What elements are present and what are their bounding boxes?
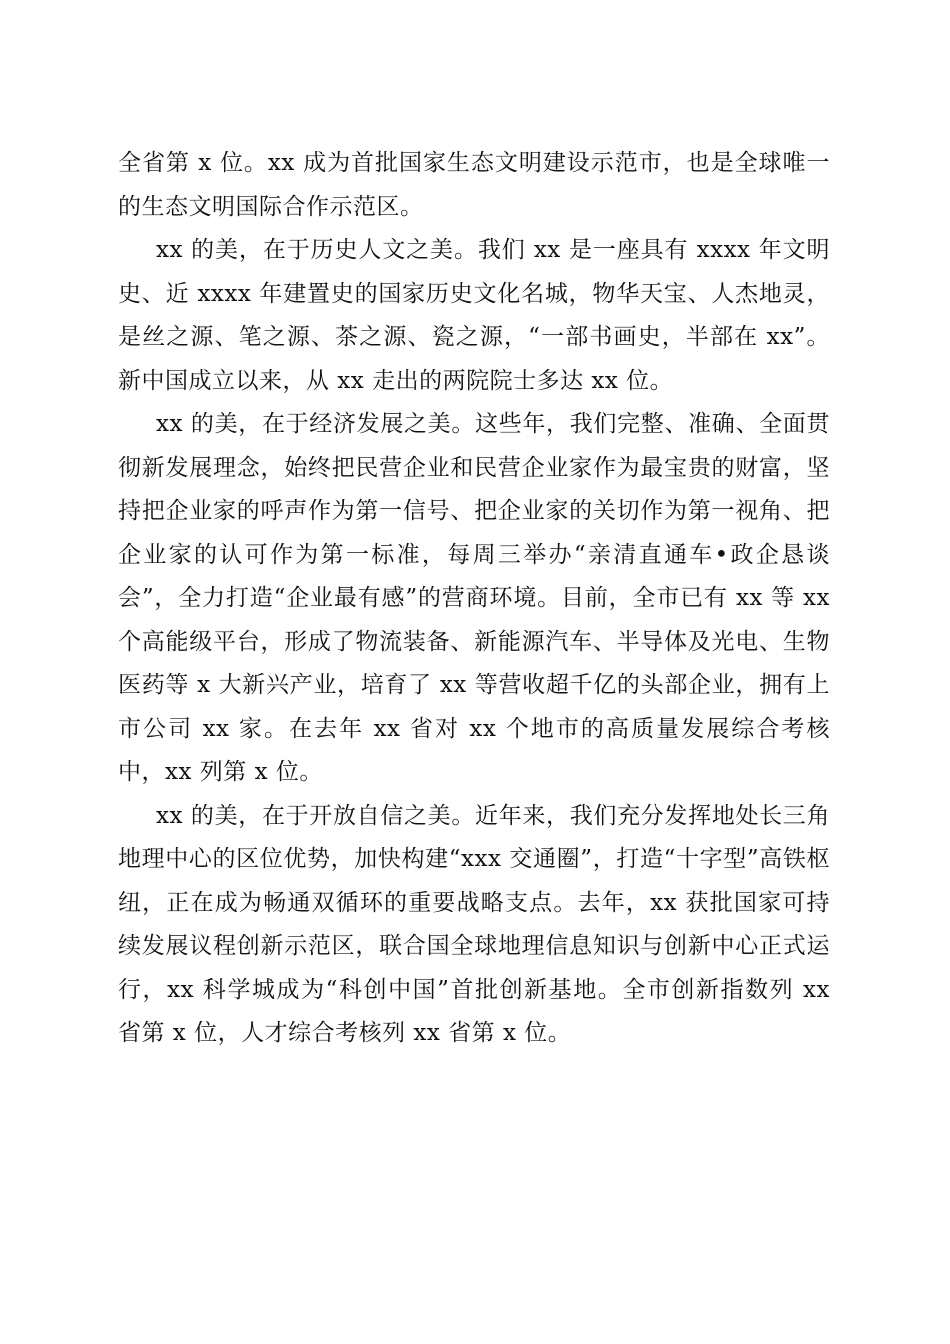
paragraph-3: xx 的美，在于经济发展之美。这些年，我们完整、准确、全面贯彻新发展理念，始终把民营企业和民营企业家作为最宝贵的财富，坚持把企业家的呼声作为第一信号、把企业家的关切作为第一视角、把企业家的认可作为第一标准，每周三举办“亲清直通车•政企恳谈会”，全力打造“企业最有感”的营商环境。目前，全市已有 xx 等 xx 个高能级平台，形成了物流装备、新能源汽车、半导体及光电、生物医药等 x 大新兴产业，培育了 xx 等营收超千亿的头部企业，拥有上市公司 xx 家。在去年 xx 省对 xx 个地市的高质量发展综合考核中，xx 列第 x 位。 [118, 411, 830, 785]
paragraph-2: xx 的美，在于历史人文之美。我们 xx 是一座具有 xxxx 年文明史、近 xxxx 年建置史的国家历史文化名城，物华天宝、人杰地灵，是丝之源、笔之源、茶之源、瓷之源，“一部书画史，半部在 xx”。新中国成立以来，从 xx 走出的两院院士多达 xx 位。 [118, 237, 830, 394]
paragraph-1: 全省第 x 位。xx 成为首批国家生态文明建设示范市，也是全球唯一的生态文明国际合作示范区。 [118, 150, 830, 220]
paragraph-4: xx 的美，在于开放自信之美。近年来，我们充分发挥地处长三角地理中心的区位优势，加快构建“xxx 交通圈”，打造“十字型”高铁枢纽，正在成为畅通双循环的重要战略支点。去年，xx 获批国家可持续发展议程创新示范区，联合国全球地理信息知识与创新中心正式运行，xx 科学城成为“科创中国”首批创新基地。全市创新指数列 xx 省第 x 位，人才综合考核列 xx 省第 x 位。 [118, 802, 830, 1046]
document-body [118, 142, 830, 1056]
